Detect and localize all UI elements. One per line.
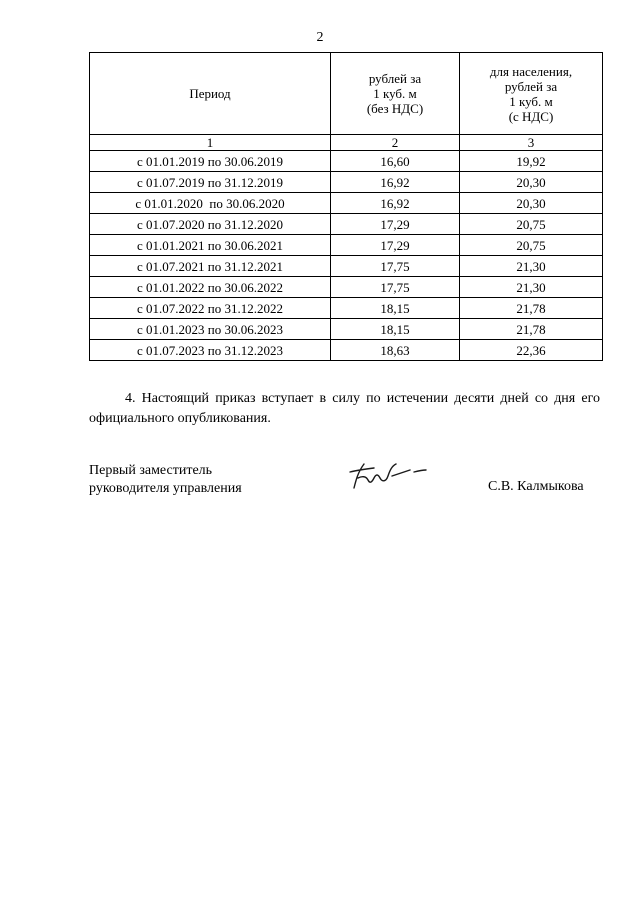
header-line: (без НДС) xyxy=(366,101,424,116)
cell-with-vat: 20,75 xyxy=(460,214,603,235)
table-row xyxy=(90,277,603,298)
cell-period: с 01.01.2021 по 30.06.2021 xyxy=(90,235,331,256)
cell-no-vat: 17,29 xyxy=(331,214,460,235)
cell-no-vat: 16,60 xyxy=(331,151,460,172)
table-row xyxy=(90,193,603,214)
cell-period: с 01.07.2023 по 31.12.2023 xyxy=(90,340,331,361)
column-number: 2 xyxy=(331,135,460,151)
cell-no-vat: 16,92 xyxy=(331,172,460,193)
cell-with-vat: 21,30 xyxy=(460,256,603,277)
header-line: рублей за xyxy=(368,71,422,86)
cell-no-vat: 17,75 xyxy=(331,277,460,298)
handwritten-signature xyxy=(344,458,434,494)
table-row xyxy=(90,340,603,361)
page-number: 2 xyxy=(316,30,324,45)
cell-with-vat: 22,36 xyxy=(460,340,603,361)
cell-period: с 01.07.2019 по 31.12.2019 xyxy=(90,172,331,193)
cell-period: с 01.07.2022 по 31.12.2022 xyxy=(90,298,331,319)
cell-with-vat: 21,30 xyxy=(460,277,603,298)
cell-with-vat: 20,30 xyxy=(460,172,603,193)
table-row xyxy=(90,256,603,277)
table-row xyxy=(90,214,603,235)
header-period: Период xyxy=(90,53,331,135)
table-row xyxy=(90,235,603,256)
cell-no-vat: 17,75 xyxy=(331,256,460,277)
header-rub-no-vat xyxy=(331,53,460,135)
cell-no-vat: 18,15 xyxy=(331,319,460,340)
table-header-row xyxy=(90,53,603,135)
signatory-name: С.В. Калмыкова xyxy=(488,479,584,494)
cell-period: с 01.01.2023 по 30.06.2023 xyxy=(90,319,331,340)
signatory-title-line: Первый заместитель xyxy=(89,463,213,478)
cell-period: с 01.01.2020 по 30.06.2020 xyxy=(90,193,331,214)
cell-period: с 01.07.2021 по 31.12.2021 xyxy=(90,256,331,277)
header-line: (с НДС) xyxy=(508,108,554,124)
table-row xyxy=(90,151,603,172)
cell-period: с 01.07.2020 по 31.12.2020 xyxy=(90,214,331,235)
cell-no-vat: 18,63 xyxy=(331,340,460,361)
table-row xyxy=(90,298,603,319)
column-number: 3 xyxy=(460,135,603,151)
cell-with-vat: 20,75 xyxy=(460,235,603,256)
cell-no-vat: 18,15 xyxy=(331,298,460,319)
cell-with-vat: 21,78 xyxy=(460,319,603,340)
signatory-title xyxy=(89,462,242,498)
cell-no-vat: 16,92 xyxy=(331,193,460,214)
column-number-row xyxy=(90,135,603,151)
cell-with-vat: 21,78 xyxy=(460,298,603,319)
signatory-title-line: руководителя управления xyxy=(89,481,242,496)
header-line: рублей за xyxy=(504,78,558,94)
cell-period: с 01.01.2022 по 30.06.2022 xyxy=(90,277,331,298)
cell-with-vat: 20,30 xyxy=(460,193,603,214)
column-number: 1 xyxy=(90,135,331,151)
tariff-table xyxy=(89,52,603,361)
cell-no-vat: 17,29 xyxy=(331,235,460,256)
cell-period: с 01.01.2019 по 30.06.2019 xyxy=(90,151,331,172)
clause-paragraph: 4. Настоящий приказ вступает в силу по истечении десяти дней со дня его официального опубликования. xyxy=(89,391,600,426)
header-line: 1 куб. м xyxy=(373,86,417,101)
table-row xyxy=(90,319,603,340)
table-row xyxy=(90,172,603,193)
header-rub-vat-population xyxy=(460,53,603,135)
header-line: 1 куб. м xyxy=(509,93,553,109)
header-line: для населения, xyxy=(489,63,573,79)
cell-with-vat: 19,92 xyxy=(460,151,603,172)
